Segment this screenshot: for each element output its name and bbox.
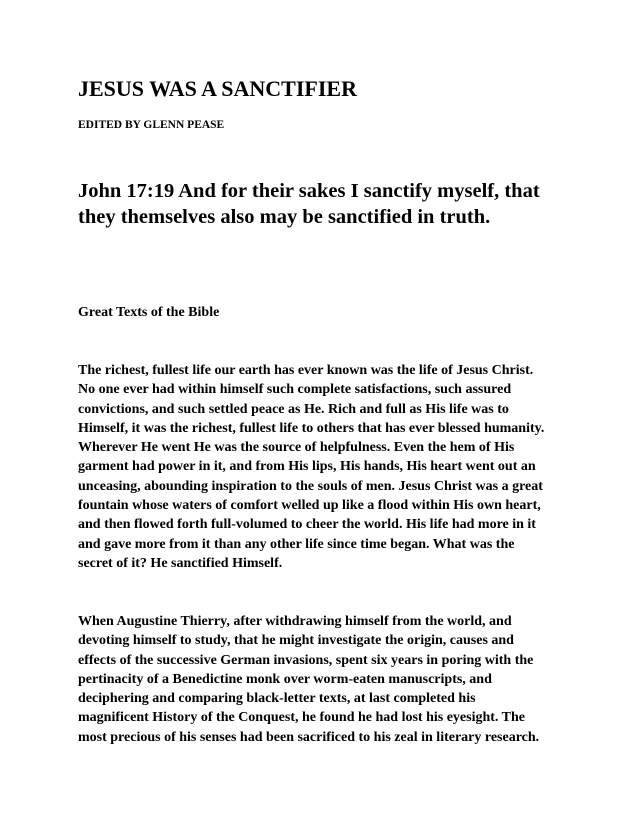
paragraph-line: fountain whose waters of comfort welled up like a flood within His own heart,	[78, 498, 541, 514]
verse-line: John 17:19 And for their sakes I sanctify myself, that	[78, 180, 540, 202]
paragraph-line: magnificent History of the Conquest, he found he had lost his eyesight. The	[78, 710, 526, 726]
paragraph-line: Himself, it was the richest, fullest life to others that has ever blessed humanity.	[78, 420, 545, 436]
paragraph-line: and then flowed forth full-volumed to cheer the world. His life had more in it	[78, 517, 536, 533]
paragraph-line: convictions, and such settled peace as He. Rich and full as His life was to	[78, 401, 509, 417]
scripture-verse	[78, 178, 578, 230]
page-subtitle: EDITED BY GLENN PEASE	[78, 119, 225, 131]
paragraph-line: When Augustine Thierry, after withdrawing himself from the world, and	[78, 614, 512, 629]
paragraph-line: effects of the successive German invasions, spent six years in poring with the	[78, 652, 534, 668]
page-title: JESUS WAS A SANCTIFIER	[78, 76, 357, 101]
paragraph-1	[78, 361, 578, 573]
paragraph-2	[78, 612, 578, 747]
paragraph-line: most precious of his senses had been sacrificed to his zeal in literary research.	[78, 729, 540, 745]
paragraph-line: pertinacity of a Benedictine monk over worm-eaten manuscripts, and	[78, 671, 492, 687]
paragraph-line: unceasing, abounding inspiration to the souls of men. Jesus Christ was a great	[78, 478, 543, 494]
paragraph-line: secret of it? He sanctified Himself.	[78, 555, 283, 571]
paragraph-line: Wherever He went He was the source of helpfulness. Even the hem of His	[78, 440, 515, 456]
paragraph-line: and gave more from it than any other life since time began. What was the	[78, 536, 515, 552]
paragraph-line: No one ever had within himself such complete satisfactions, such assured	[78, 382, 512, 398]
paragraph-line: garment had power in it, and from His lips, His hands, His heart went out an	[78, 459, 536, 475]
source-heading: Great Texts of the Bible	[78, 305, 220, 320]
verse-line: they themselves also may be sanctified in truth.	[78, 206, 491, 228]
paragraph-line: devoting himself to study, that he might investigate the origin, causes and	[78, 633, 514, 649]
paragraph-line: The richest, fullest life our earth has ever known was the life of Jesus Christ.	[78, 363, 534, 378]
paragraph-line: deciphering and comparing black-letter texts, at last completed his	[78, 691, 476, 707]
